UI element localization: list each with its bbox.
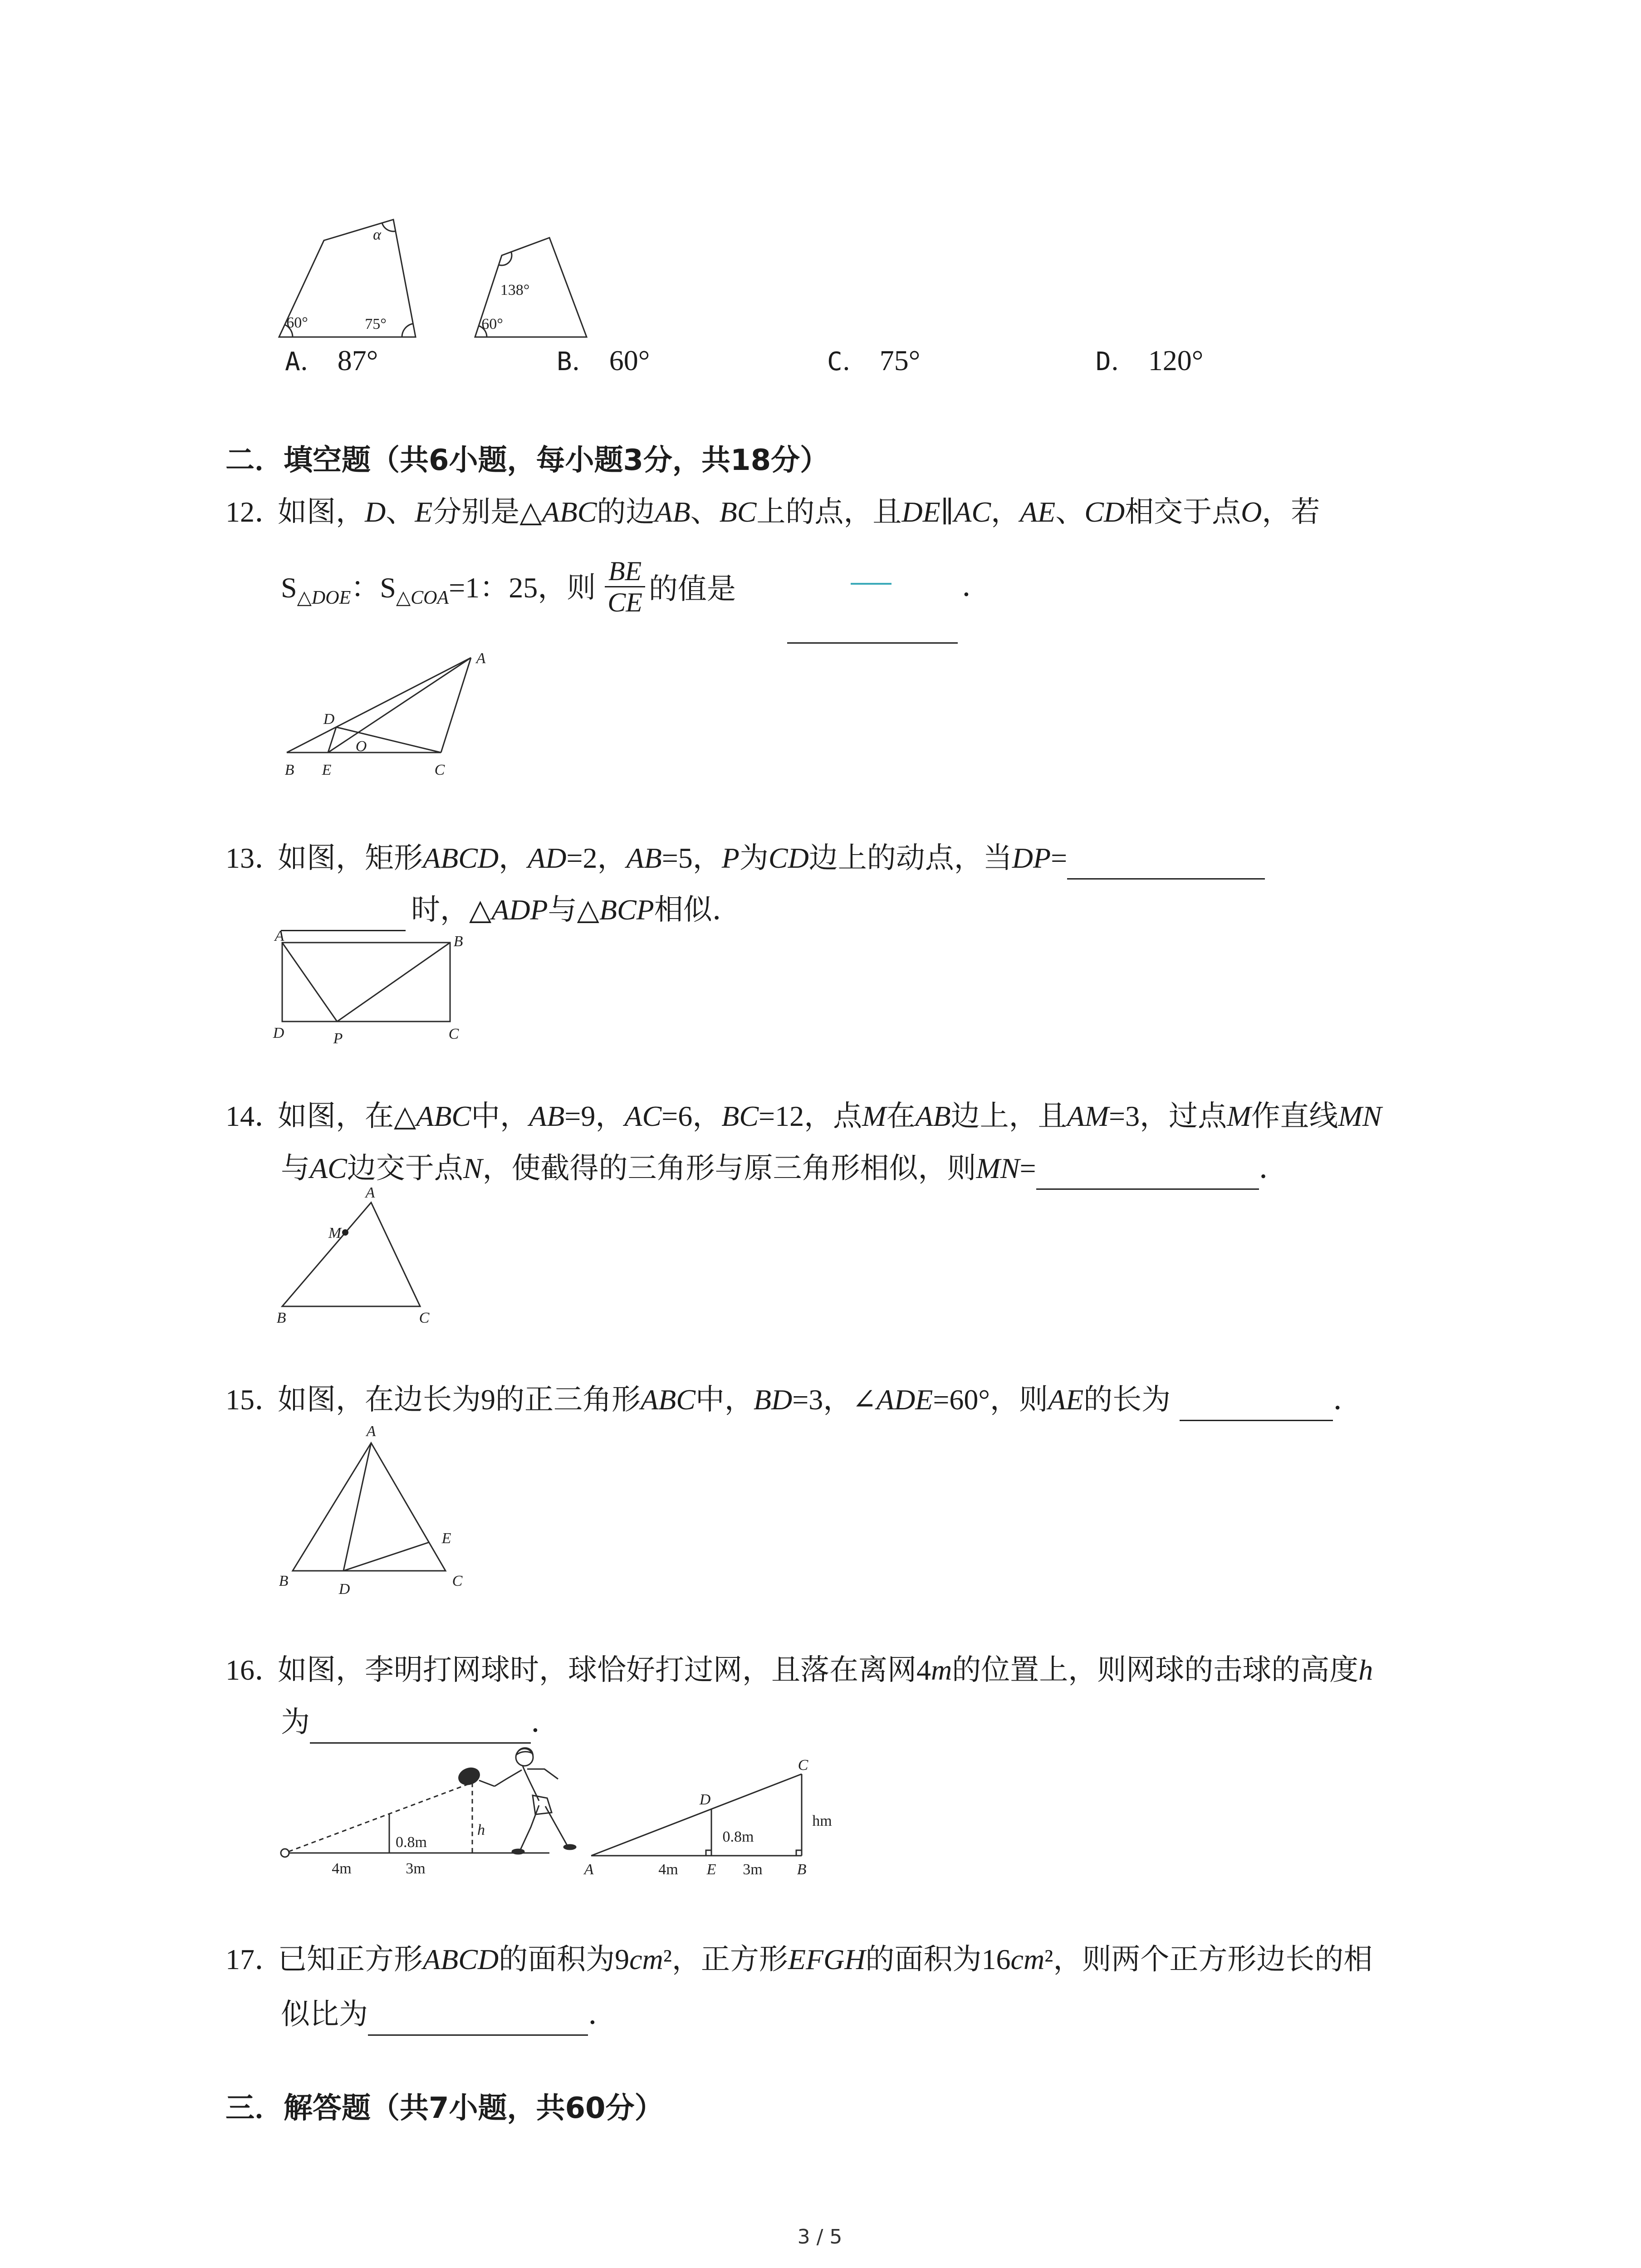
question-number: 12．	[225, 496, 284, 528]
math-variable: E	[415, 496, 433, 528]
option-value: 120°	[1148, 344, 1204, 376]
option-letter: B．	[557, 347, 598, 376]
math-variable: m	[931, 1654, 952, 1686]
question-12-line-1	[225, 495, 1320, 529]
area-symbol: S	[281, 572, 297, 604]
option-letter: C．	[827, 347, 868, 376]
math-variable: AC	[954, 496, 991, 528]
question-15-line-1	[225, 1383, 1362, 1417]
sentence-end: ．	[1333, 1383, 1362, 1416]
math-variable: DE	[901, 496, 941, 528]
math-variable: ABCD	[423, 1943, 499, 1975]
ball-trajectory	[289, 1783, 472, 1852]
point-d-label: D	[699, 1791, 711, 1808]
question-number: 15．	[225, 1383, 284, 1416]
angle-60-label: 60°	[481, 316, 503, 332]
question-17-line-2	[281, 1997, 617, 2032]
question-number: 17．	[225, 1943, 284, 1975]
angle-arc	[382, 223, 396, 232]
segment-bp	[337, 943, 450, 1022]
answer-blank	[1180, 1402, 1333, 1421]
point-a-label: A	[365, 1184, 375, 1201]
point-a-label: A	[476, 650, 486, 667]
math-variable: O	[1241, 496, 1262, 528]
question-number: 13．	[225, 842, 284, 874]
question-number: 16．	[225, 1654, 284, 1686]
segment-cd	[336, 727, 441, 753]
angle-arc	[402, 324, 413, 337]
question-text: 如图，矩形ABCD，AD=2，AB=5，P为CD边上的动点，当DP=	[278, 842, 1068, 874]
section-3-title: 三．解答题（共7小题，共60分）	[225, 2092, 664, 2125]
question-text: 为	[281, 1706, 310, 1738]
area-ratio-expression	[281, 564, 596, 609]
math-variable: AC	[310, 1152, 347, 1184]
point-b-label: B	[279, 1573, 289, 1589]
point-c-label: C	[448, 1026, 459, 1042]
point-a-label: A	[274, 928, 284, 944]
math-variable: AD	[528, 842, 567, 874]
option-c	[827, 343, 920, 379]
question-text: 时，△ADP与△BCP相似．	[411, 894, 741, 926]
point-e-label: E	[322, 762, 332, 778]
segment-ae	[328, 658, 471, 753]
math-variable: COA	[411, 587, 449, 608]
section-2-title: 二．填空题（共6小题，每小题3分，共18分）	[225, 444, 829, 477]
question-16-line-1	[225, 1653, 1373, 1687]
math-variable: ABCD	[423, 842, 499, 874]
page-number: 3 / 5	[797, 2225, 843, 2248]
point-b-label: B	[276, 1310, 286, 1326]
sentence-end: ．	[1259, 1152, 1288, 1184]
sentence-end: ．	[588, 1998, 617, 2030]
option-value: 87°	[337, 344, 378, 376]
option-letter: A．	[285, 347, 326, 376]
point-c-label: C	[419, 1310, 430, 1326]
distance-3m-label: 3m	[406, 1860, 426, 1877]
question-text: 如图，在边长为9的正三角形ABC中，BD=3，∠ADE=60°，则AE的长为	[278, 1383, 1171, 1416]
segment-ac	[591, 1774, 802, 1856]
segment-ap	[282, 943, 337, 1022]
math-variable: AE	[1020, 496, 1056, 528]
question-16-line-2	[281, 1705, 560, 1740]
option-b	[557, 343, 650, 379]
option-d	[1096, 343, 1203, 379]
segment-bc-length: hm	[812, 1813, 832, 1829]
math-variable: EFGH	[788, 1943, 866, 1975]
point-c-label: C	[452, 1573, 463, 1589]
math-variable: M	[862, 1100, 887, 1132]
angle-138-label: 138°	[500, 282, 530, 298]
question-12-line-2	[281, 555, 736, 618]
option-value: 75°	[879, 344, 921, 376]
ratio-separator: ：S	[351, 572, 396, 604]
math-variable: AB	[626, 842, 662, 874]
q15-figure-equilateral-triangle	[272, 1420, 476, 1601]
question-text: 与AC边交于点N，使截得的三角形与原三角形相似，则MN=	[281, 1152, 1036, 1184]
math-variable: h	[1358, 1654, 1373, 1686]
point-c-label: C	[434, 762, 445, 778]
segment-ae-length: 4m	[658, 1861, 678, 1878]
point-b-label: B	[284, 762, 294, 778]
math-variable: AM	[1067, 1100, 1109, 1132]
q14-figure-triangle	[268, 1179, 449, 1329]
option-a	[285, 343, 378, 379]
q11-figure-quadrilateral-138	[467, 227, 599, 345]
segment-ac	[441, 658, 471, 753]
answer-mark	[851, 583, 892, 585]
angle-alpha-label: α	[373, 226, 381, 243]
math-variable: CE	[607, 587, 642, 617]
math-variable: AB	[915, 1100, 951, 1132]
point-a-label: A	[366, 1423, 376, 1440]
question-text: 如图，李明打网球时，球恰好打过网，且落在离网4m的位置上，则网球的击球的高度h	[278, 1654, 1373, 1686]
math-variable: ABC	[641, 1383, 696, 1416]
math-variable: D	[365, 496, 386, 528]
q13-figure-rectangle	[268, 925, 481, 1048]
question-text: 的值是	[648, 573, 736, 605]
math-variable: CD	[1084, 496, 1125, 528]
answer-blank	[368, 2016, 588, 2036]
math-variable: AC	[624, 1100, 662, 1132]
math-variable: P	[721, 842, 740, 874]
point-b-label: B	[453, 933, 463, 950]
point-o-label: O	[355, 738, 367, 755]
math-variable: BCP	[599, 894, 654, 926]
segment-eb-length: 3m	[743, 1861, 763, 1878]
point-e-label: E	[441, 1530, 451, 1547]
point-d-label: D	[338, 1581, 350, 1598]
sentence-end: ．	[531, 1706, 560, 1738]
segment-ab	[287, 658, 471, 753]
fraction-numerator	[606, 557, 644, 586]
question-14-line-1	[225, 1099, 1381, 1134]
triangle-abc	[282, 1202, 420, 1306]
math-variable: CD	[768, 842, 809, 874]
distance-4m-label: 4m	[332, 1860, 352, 1877]
math-variable: ADE	[876, 1383, 933, 1416]
segment-de	[343, 1542, 429, 1571]
segment-de-length: 0.8m	[722, 1828, 754, 1845]
answer-blank	[787, 642, 958, 644]
answer-blank	[1067, 860, 1265, 880]
math-variable: ABC	[542, 496, 597, 528]
question-text: 如图，D、E分别是△ABC的边AB、BC上的点，且DE∥AC，AE、CD相交于点O，若	[278, 496, 1320, 528]
right-angle-mark	[796, 1850, 802, 1856]
point-a-label: A	[584, 1861, 594, 1878]
point-d-label: D	[323, 711, 335, 728]
math-variable: cm	[1010, 1943, 1045, 1975]
math-variable: cm	[629, 1943, 663, 1975]
math-variable: N	[463, 1152, 483, 1184]
question-text: 如图，在△ABC中，AB=9，AC=6，BC=12，点M在AB边上，且AM=3，过点M作直线MN	[278, 1100, 1382, 1132]
math-variable: BC	[719, 496, 757, 528]
fraction-denominator	[605, 586, 645, 616]
question-number: 14．	[225, 1100, 284, 1132]
point-m-label: M	[328, 1225, 342, 1242]
math-variable: MN	[1338, 1100, 1382, 1132]
q16-figure-similar-triangles	[581, 1751, 853, 1887]
q12-figure-triangle	[272, 644, 490, 789]
fraction-be-ce	[605, 557, 645, 616]
option-value: 60°	[609, 344, 650, 376]
point-p-label: P	[333, 1030, 343, 1047]
math-variable: BC	[721, 1100, 759, 1132]
net-height-label: 0.8m	[396, 1834, 427, 1851]
math-variable: M	[1227, 1100, 1251, 1132]
math-variable: ADP	[491, 894, 548, 926]
sentence-end: ．	[962, 570, 991, 602]
segment-ad	[343, 1443, 371, 1571]
right-angle-mark	[706, 1850, 711, 1856]
question-17-line-1	[225, 1942, 1372, 1977]
question-text: 已知正方形ABCD的面积为9cm²，正方形EFGH的面积为16cm²，则两个正方形边长的相	[278, 1943, 1373, 1975]
option-letter: D．	[1096, 347, 1136, 376]
math-variable: AB	[655, 496, 691, 528]
question-text: 似比为	[281, 1998, 368, 2030]
rectangle-abcd	[282, 943, 450, 1022]
point-c-label: C	[798, 1757, 808, 1774]
answer-blank	[1036, 1170, 1259, 1190]
hit-height-label: h	[477, 1822, 485, 1838]
question-13-line-2	[281, 893, 741, 927]
math-variable: DP	[1012, 842, 1051, 874]
ball-landing-point	[281, 1849, 289, 1857]
math-variable: ABC	[416, 1100, 471, 1132]
q16-figure-tennis-scene	[268, 1737, 594, 1887]
math-variable: BD	[753, 1383, 793, 1416]
math-variable: MN	[976, 1152, 1020, 1184]
point-b-label: B	[797, 1861, 807, 1878]
math-variable: BE	[608, 556, 642, 586]
math-variable: AE	[1048, 1383, 1084, 1416]
math-variable: AB	[529, 1100, 565, 1132]
ratio-value: =1：25，则	[449, 572, 596, 604]
point-e-label: E	[706, 1861, 716, 1878]
tennis-player-icon	[456, 1748, 576, 1854]
angle-60-label: 60°	[286, 314, 308, 331]
triangle-abc	[293, 1443, 446, 1571]
point-d-label: D	[273, 1025, 284, 1041]
point-m-dot	[342, 1229, 348, 1236]
q11-figure-quadrilateral-alpha	[268, 209, 431, 345]
question-13-line-1	[225, 841, 1265, 875]
math-variable: DOE	[311, 587, 351, 608]
area-subscript: △DOE	[297, 587, 351, 608]
angle-75-label: 75°	[365, 316, 387, 332]
area-subscript: △COA	[396, 587, 449, 608]
